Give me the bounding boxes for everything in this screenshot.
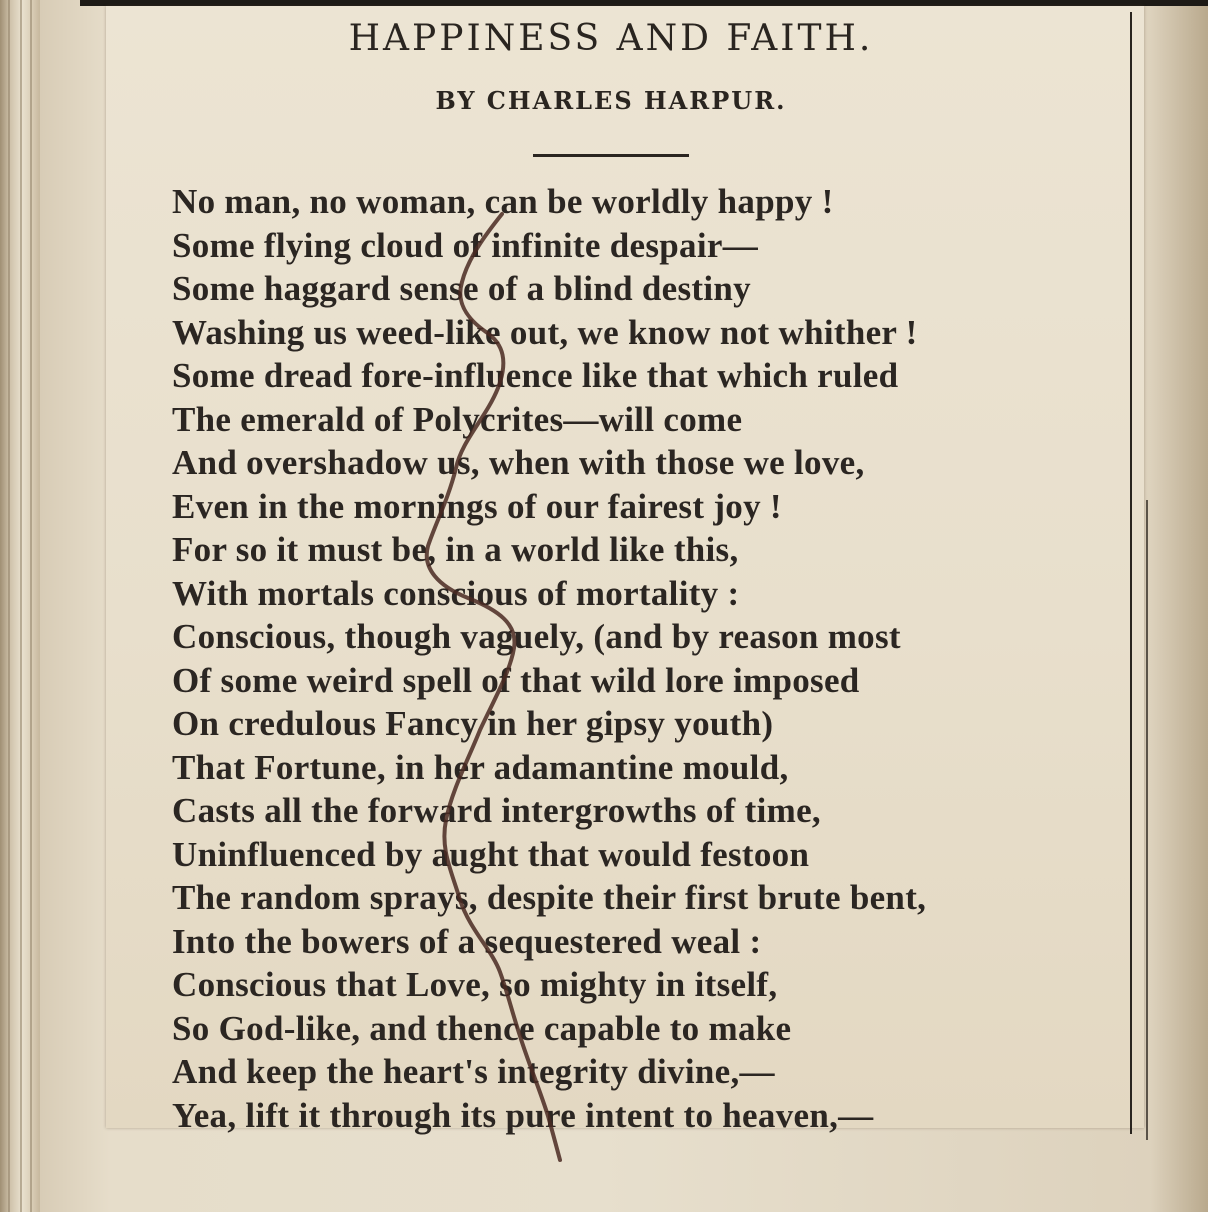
page-edge-line <box>20 0 22 1212</box>
poem-line: On credulous Fancy in her gipsy youth) <box>172 704 774 743</box>
poem-line: Some haggard sense of a blind destiny <box>172 269 751 308</box>
poem-line: Yea, lift it through its pure intent to heaven,— <box>172 1095 874 1135</box>
poem-line: Conscious that Love, so mighty in itself, <box>172 965 778 1004</box>
poem-line: With mortals conscious of mortality : <box>172 573 740 613</box>
poem-line: The random sprays, despite their first brute bent, <box>172 878 927 917</box>
poem-body <box>172 180 1122 1137</box>
poem-byline: BY CHARLES HARPUR. <box>435 86 787 115</box>
column-rule <box>1130 12 1132 1134</box>
poem-title: HAPPINESS AND FAITH. <box>348 18 874 59</box>
poem-line: Casts all the forward intergrowths of time, <box>172 791 821 830</box>
poem-line: So God-like, and thence capable to make <box>172 1008 792 1048</box>
poem-line: Uninfluenced by aught that would festoon <box>172 834 810 874</box>
poem-line: Some dread fore-influence like that which ruled <box>172 356 899 395</box>
poem-line: And overshadow us, when with those we love, <box>172 443 865 482</box>
page-edge-line <box>8 0 10 1212</box>
title-divider <box>533 154 689 157</box>
poem-line: And keep the heart's integrity divine,— <box>172 1052 775 1091</box>
outer-column-rule <box>1146 500 1148 1140</box>
poem-line: For so it must be, in a world like this, <box>172 530 739 569</box>
poem-line: No man, no woman, can be worldly happy ! <box>172 182 834 221</box>
poem-line: That Fortune, in her adamantine mould, <box>172 747 789 787</box>
poem-line: Into the bowers of a sequestered weal : <box>172 921 762 961</box>
poem-line: Conscious, though vaguely, (and by reason most <box>172 617 901 656</box>
poem-line: Some flying cloud of infinite despair— <box>172 225 759 265</box>
poem-line: Of some weird spell of that wild lore imposed <box>172 660 860 700</box>
page-edge-line <box>30 0 32 1212</box>
book-spine-edge <box>0 0 40 1212</box>
poem-line: Even in the mornings of our fairest joy ! <box>172 486 782 526</box>
poem-line: The emerald of Polycrites—will come <box>172 399 743 439</box>
poem-line: Washing us weed-like out, we know not whither ! <box>172 312 918 352</box>
